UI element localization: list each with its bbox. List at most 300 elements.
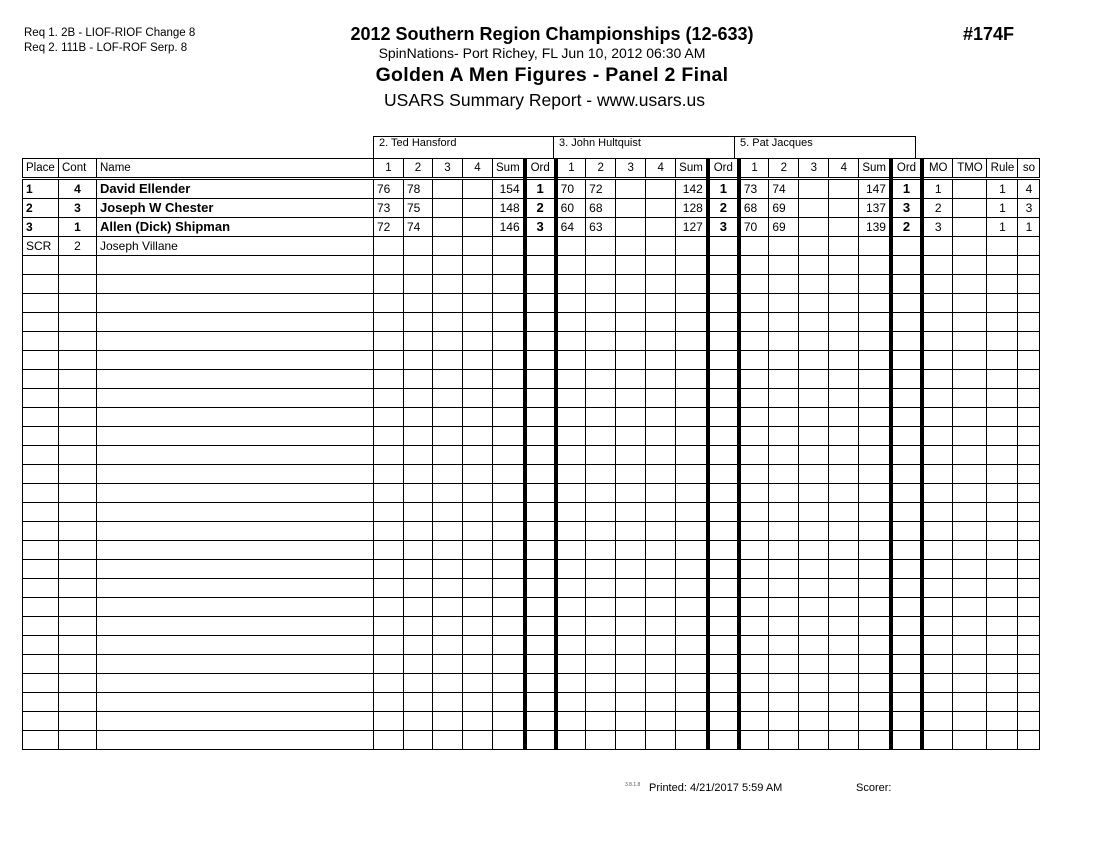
empty-cell	[525, 617, 556, 636]
empty-cell	[708, 674, 739, 693]
score-2: 75	[404, 199, 433, 218]
empty-cell	[525, 731, 556, 750]
empty-cell	[987, 617, 1018, 636]
empty-cell	[616, 636, 646, 655]
empty-cell	[953, 408, 987, 427]
empty-cell	[616, 560, 646, 579]
empty-cell	[859, 579, 891, 598]
empty-cell	[708, 408, 739, 427]
judge-ordinal	[891, 237, 922, 256]
empty-cell	[769, 560, 799, 579]
score-4	[463, 218, 493, 237]
empty-cell	[23, 275, 59, 294]
empty-cell	[891, 465, 922, 484]
empty-cell	[374, 370, 404, 389]
empty-cell	[829, 636, 859, 655]
empty-cell	[953, 370, 987, 389]
score-sum: 146	[493, 218, 525, 237]
empty-cell	[23, 541, 59, 560]
empty-cell	[859, 541, 891, 560]
empty-cell	[646, 522, 676, 541]
empty-cell	[59, 332, 97, 351]
empty-cell	[676, 693, 708, 712]
score-4	[829, 179, 859, 199]
empty-cell	[646, 351, 676, 370]
empty-cell	[374, 598, 404, 617]
table-row	[23, 218, 1040, 237]
score-4	[646, 199, 676, 218]
empty-cell	[739, 389, 769, 408]
empty-cell	[525, 655, 556, 674]
empty-cell	[404, 484, 433, 503]
empty-cell	[59, 731, 97, 750]
empty-cell	[97, 351, 374, 370]
empty-cell	[404, 446, 433, 465]
empty-row	[23, 389, 1040, 408]
empty-cell	[23, 731, 59, 750]
empty-cell	[463, 693, 493, 712]
empty-cell	[676, 636, 708, 655]
empty-cell	[859, 389, 891, 408]
empty-cell	[616, 541, 646, 560]
empty-cell	[525, 294, 556, 313]
empty-cell	[525, 712, 556, 731]
empty-cell	[59, 275, 97, 294]
empty-cell	[922, 560, 953, 579]
col-header-j2-sum: Sum	[676, 159, 708, 179]
empty-cell	[586, 332, 616, 351]
col-header-j1-3: 3	[433, 159, 463, 179]
empty-cell	[493, 313, 525, 332]
empty-cell	[799, 313, 829, 332]
score-1	[556, 237, 586, 256]
empty-cell	[769, 294, 799, 313]
empty-cell	[493, 484, 525, 503]
empty-cell	[525, 332, 556, 351]
mo-cell: 2	[922, 199, 953, 218]
empty-cell	[556, 655, 586, 674]
empty-cell	[374, 351, 404, 370]
empty-cell	[676, 674, 708, 693]
empty-cell	[404, 674, 433, 693]
empty-cell	[646, 598, 676, 617]
empty-cell	[676, 617, 708, 636]
empty-cell	[97, 674, 374, 693]
empty-cell	[987, 351, 1018, 370]
empty-cell	[463, 579, 493, 598]
empty-cell	[463, 256, 493, 275]
score-1: 68	[739, 199, 769, 218]
empty-cell	[953, 427, 987, 446]
empty-cell	[404, 541, 433, 560]
empty-cell	[404, 313, 433, 332]
empty-cell	[646, 712, 676, 731]
empty-cell	[891, 408, 922, 427]
empty-cell	[829, 408, 859, 427]
empty-cell	[953, 256, 987, 275]
empty-cell	[97, 427, 374, 446]
empty-cell	[799, 370, 829, 389]
empty-cell	[433, 294, 463, 313]
score-4	[463, 199, 493, 218]
empty-cell	[374, 655, 404, 674]
empty-row	[23, 522, 1040, 541]
empty-cell	[97, 693, 374, 712]
empty-cell	[1018, 655, 1040, 674]
empty-cell	[23, 693, 59, 712]
empty-cell	[953, 484, 987, 503]
empty-cell	[525, 446, 556, 465]
score-4	[463, 179, 493, 199]
empty-cell	[374, 275, 404, 294]
col-header-rule: Rule	[987, 159, 1018, 179]
empty-cell	[739, 598, 769, 617]
empty-cell	[987, 408, 1018, 427]
empty-cell	[953, 579, 987, 598]
empty-cell	[586, 560, 616, 579]
score-2: 69	[769, 199, 799, 218]
empty-cell	[493, 522, 525, 541]
empty-cell	[433, 731, 463, 750]
empty-row	[23, 408, 1040, 427]
empty-cell	[59, 408, 97, 427]
empty-cell	[953, 465, 987, 484]
empty-cell	[404, 712, 433, 731]
empty-cell	[23, 408, 59, 427]
judge-ordinal: 2	[891, 218, 922, 237]
empty-cell	[799, 389, 829, 408]
mo-cell	[922, 237, 953, 256]
empty-cell	[433, 465, 463, 484]
empty-cell	[1018, 522, 1040, 541]
empty-cell	[1018, 693, 1040, 712]
empty-cell	[433, 541, 463, 560]
empty-cell	[891, 484, 922, 503]
score-4	[646, 218, 676, 237]
empty-row	[23, 275, 1040, 294]
empty-cell	[646, 313, 676, 332]
empty-cell	[769, 655, 799, 674]
empty-cell	[525, 484, 556, 503]
empty-cell	[859, 712, 891, 731]
empty-cell	[493, 579, 525, 598]
col-header-j2-ord: Ord	[708, 159, 739, 179]
score-4	[829, 237, 859, 256]
empty-cell	[799, 560, 829, 579]
empty-cell	[556, 579, 586, 598]
empty-cell	[433, 313, 463, 332]
score-3	[616, 199, 646, 218]
empty-cell	[616, 617, 646, 636]
empty-cell	[799, 408, 829, 427]
empty-cell	[799, 446, 829, 465]
score-1	[374, 237, 404, 256]
empty-cell	[891, 560, 922, 579]
empty-cell	[646, 617, 676, 636]
empty-cell	[859, 294, 891, 313]
empty-row	[23, 541, 1040, 560]
empty-cell	[1018, 503, 1040, 522]
empty-cell	[646, 370, 676, 389]
empty-cell	[97, 446, 374, 465]
empty-cell	[404, 294, 433, 313]
tmo-cell	[953, 237, 987, 256]
empty-cell	[556, 275, 586, 294]
rule-cell: 1	[987, 199, 1018, 218]
empty-cell	[922, 503, 953, 522]
empty-cell	[493, 408, 525, 427]
table-row	[23, 179, 1040, 199]
score-sum: 137	[859, 199, 891, 218]
empty-cell	[891, 655, 922, 674]
empty-cell	[493, 465, 525, 484]
empty-cell	[829, 731, 859, 750]
empty-cell	[586, 446, 616, 465]
empty-cell	[829, 294, 859, 313]
empty-cell	[556, 389, 586, 408]
empty-cell	[97, 332, 374, 351]
empty-cell	[556, 484, 586, 503]
empty-cell	[708, 332, 739, 351]
empty-cell	[829, 674, 859, 693]
empty-cell	[463, 389, 493, 408]
score-1: 73	[374, 199, 404, 218]
empty-cell	[586, 579, 616, 598]
tmo-cell	[953, 199, 987, 218]
place-cell: 2	[23, 199, 59, 218]
empty-cell	[493, 427, 525, 446]
results-table	[22, 158, 1040, 750]
empty-cell	[556, 446, 586, 465]
empty-cell	[922, 541, 953, 560]
empty-cell	[799, 484, 829, 503]
empty-cell	[556, 427, 586, 446]
empty-cell	[433, 579, 463, 598]
empty-cell	[859, 351, 891, 370]
empty-cell	[799, 275, 829, 294]
empty-cell	[463, 636, 493, 655]
empty-cell	[829, 370, 859, 389]
cont-cell: 1	[59, 218, 97, 237]
empty-cell	[23, 579, 59, 598]
empty-cell	[97, 560, 374, 579]
empty-row	[23, 351, 1040, 370]
col-header-j3-2: 2	[769, 159, 799, 179]
empty-cell	[646, 731, 676, 750]
empty-cell	[616, 503, 646, 522]
rule-cell	[987, 237, 1018, 256]
empty-cell	[891, 731, 922, 750]
empty-cell	[493, 351, 525, 370]
empty-cell	[463, 313, 493, 332]
judge-ordinal: 2	[525, 199, 556, 218]
empty-cell	[493, 712, 525, 731]
empty-cell	[1018, 370, 1040, 389]
empty-cell	[59, 560, 97, 579]
empty-cell	[616, 313, 646, 332]
empty-cell	[739, 427, 769, 446]
empty-cell	[739, 579, 769, 598]
empty-cell	[676, 389, 708, 408]
table-row	[23, 199, 1040, 218]
column-header-row	[23, 159, 1040, 179]
score-4	[646, 179, 676, 199]
empty-cell	[586, 427, 616, 446]
empty-row	[23, 503, 1040, 522]
empty-cell	[433, 351, 463, 370]
empty-cell	[616, 693, 646, 712]
empty-cell	[556, 693, 586, 712]
score-4	[829, 199, 859, 218]
empty-cell	[525, 275, 556, 294]
empty-cell	[708, 503, 739, 522]
empty-row	[23, 598, 1040, 617]
empty-cell	[859, 693, 891, 712]
empty-cell	[493, 655, 525, 674]
empty-cell	[404, 465, 433, 484]
empty-cell	[97, 465, 374, 484]
empty-cell	[708, 617, 739, 636]
empty-cell	[739, 484, 769, 503]
empty-cell	[586, 408, 616, 427]
empty-cell	[739, 712, 769, 731]
empty-row	[23, 560, 1040, 579]
judge-ordinal: 1	[525, 179, 556, 199]
empty-cell	[859, 598, 891, 617]
score-2: 69	[769, 218, 799, 237]
empty-cell	[859, 256, 891, 275]
empty-cell	[59, 598, 97, 617]
score-1: 70	[739, 218, 769, 237]
score-3	[433, 199, 463, 218]
col-header-place: Place	[23, 159, 59, 179]
empty-cell	[463, 370, 493, 389]
col-header-name: Name	[97, 159, 374, 179]
empty-cell	[891, 579, 922, 598]
empty-cell	[1018, 275, 1040, 294]
empty-cell	[646, 579, 676, 598]
score-3	[433, 218, 463, 237]
empty-cell	[987, 731, 1018, 750]
empty-cell	[616, 408, 646, 427]
empty-cell	[23, 484, 59, 503]
empty-cell	[769, 275, 799, 294]
empty-cell	[586, 674, 616, 693]
empty-cell	[769, 503, 799, 522]
empty-cell	[799, 674, 829, 693]
score-1: 72	[374, 218, 404, 237]
empty-cell	[463, 408, 493, 427]
score-2: 68	[586, 199, 616, 218]
empty-cell	[23, 332, 59, 351]
empty-cell	[374, 541, 404, 560]
empty-cell	[374, 313, 404, 332]
empty-cell	[493, 446, 525, 465]
empty-cell	[433, 522, 463, 541]
score-2: 72	[586, 179, 616, 199]
score-4	[829, 218, 859, 237]
empty-row	[23, 370, 1040, 389]
empty-cell	[404, 503, 433, 522]
empty-cell	[769, 408, 799, 427]
empty-cell	[676, 579, 708, 598]
empty-cell	[859, 408, 891, 427]
rule-cell: 1	[987, 179, 1018, 199]
empty-cell	[987, 427, 1018, 446]
venue-line: SpinNations- Port Richey, FL Jun 10, 2012 06:30 AM	[378, 45, 706, 61]
empty-cell	[23, 522, 59, 541]
empty-row	[23, 655, 1040, 674]
empty-cell	[23, 389, 59, 408]
event-number: #174F	[963, 24, 1015, 44]
skater-name: David Ellender	[97, 179, 374, 199]
empty-cell	[1018, 484, 1040, 503]
empty-cell	[953, 693, 987, 712]
empty-cell	[953, 731, 987, 750]
empty-cell	[829, 332, 859, 351]
empty-cell	[23, 427, 59, 446]
empty-cell	[646, 332, 676, 351]
place-cell: SCR	[23, 237, 59, 256]
empty-cell	[556, 465, 586, 484]
empty-cell	[433, 560, 463, 579]
empty-cell	[525, 465, 556, 484]
empty-cell	[739, 636, 769, 655]
empty-cell	[556, 332, 586, 351]
empty-cell	[404, 598, 433, 617]
empty-cell	[23, 617, 59, 636]
score-3	[799, 218, 829, 237]
col-header-tmo: TMO	[953, 159, 987, 179]
empty-cell	[374, 636, 404, 655]
empty-cell	[739, 731, 769, 750]
col-header-j1-1: 1	[374, 159, 404, 179]
empty-cell	[433, 655, 463, 674]
empty-cell	[739, 446, 769, 465]
empty-cell	[708, 351, 739, 370]
col-header-so: so	[1018, 159, 1040, 179]
empty-cell	[525, 408, 556, 427]
empty-cell	[708, 693, 739, 712]
empty-cell	[374, 256, 404, 275]
empty-row	[23, 579, 1040, 598]
empty-cell	[59, 427, 97, 446]
empty-cell	[525, 579, 556, 598]
empty-cell	[1018, 579, 1040, 598]
empty-cell	[676, 465, 708, 484]
score-sum: 142	[676, 179, 708, 199]
empty-cell	[586, 313, 616, 332]
empty-cell	[493, 332, 525, 351]
empty-cell	[987, 522, 1018, 541]
empty-cell	[891, 636, 922, 655]
judge-ordinal: 2	[708, 199, 739, 218]
empty-cell	[616, 256, 646, 275]
score-4	[463, 237, 493, 256]
empty-cell	[987, 446, 1018, 465]
empty-cell	[922, 446, 953, 465]
empty-cell	[769, 389, 799, 408]
empty-cell	[23, 256, 59, 275]
empty-cell	[433, 275, 463, 294]
empty-cell	[463, 617, 493, 636]
empty-cell	[433, 617, 463, 636]
empty-cell	[859, 370, 891, 389]
empty-cell	[922, 636, 953, 655]
empty-cell	[59, 655, 97, 674]
empty-cell	[769, 446, 799, 465]
empty-row	[23, 731, 1040, 750]
